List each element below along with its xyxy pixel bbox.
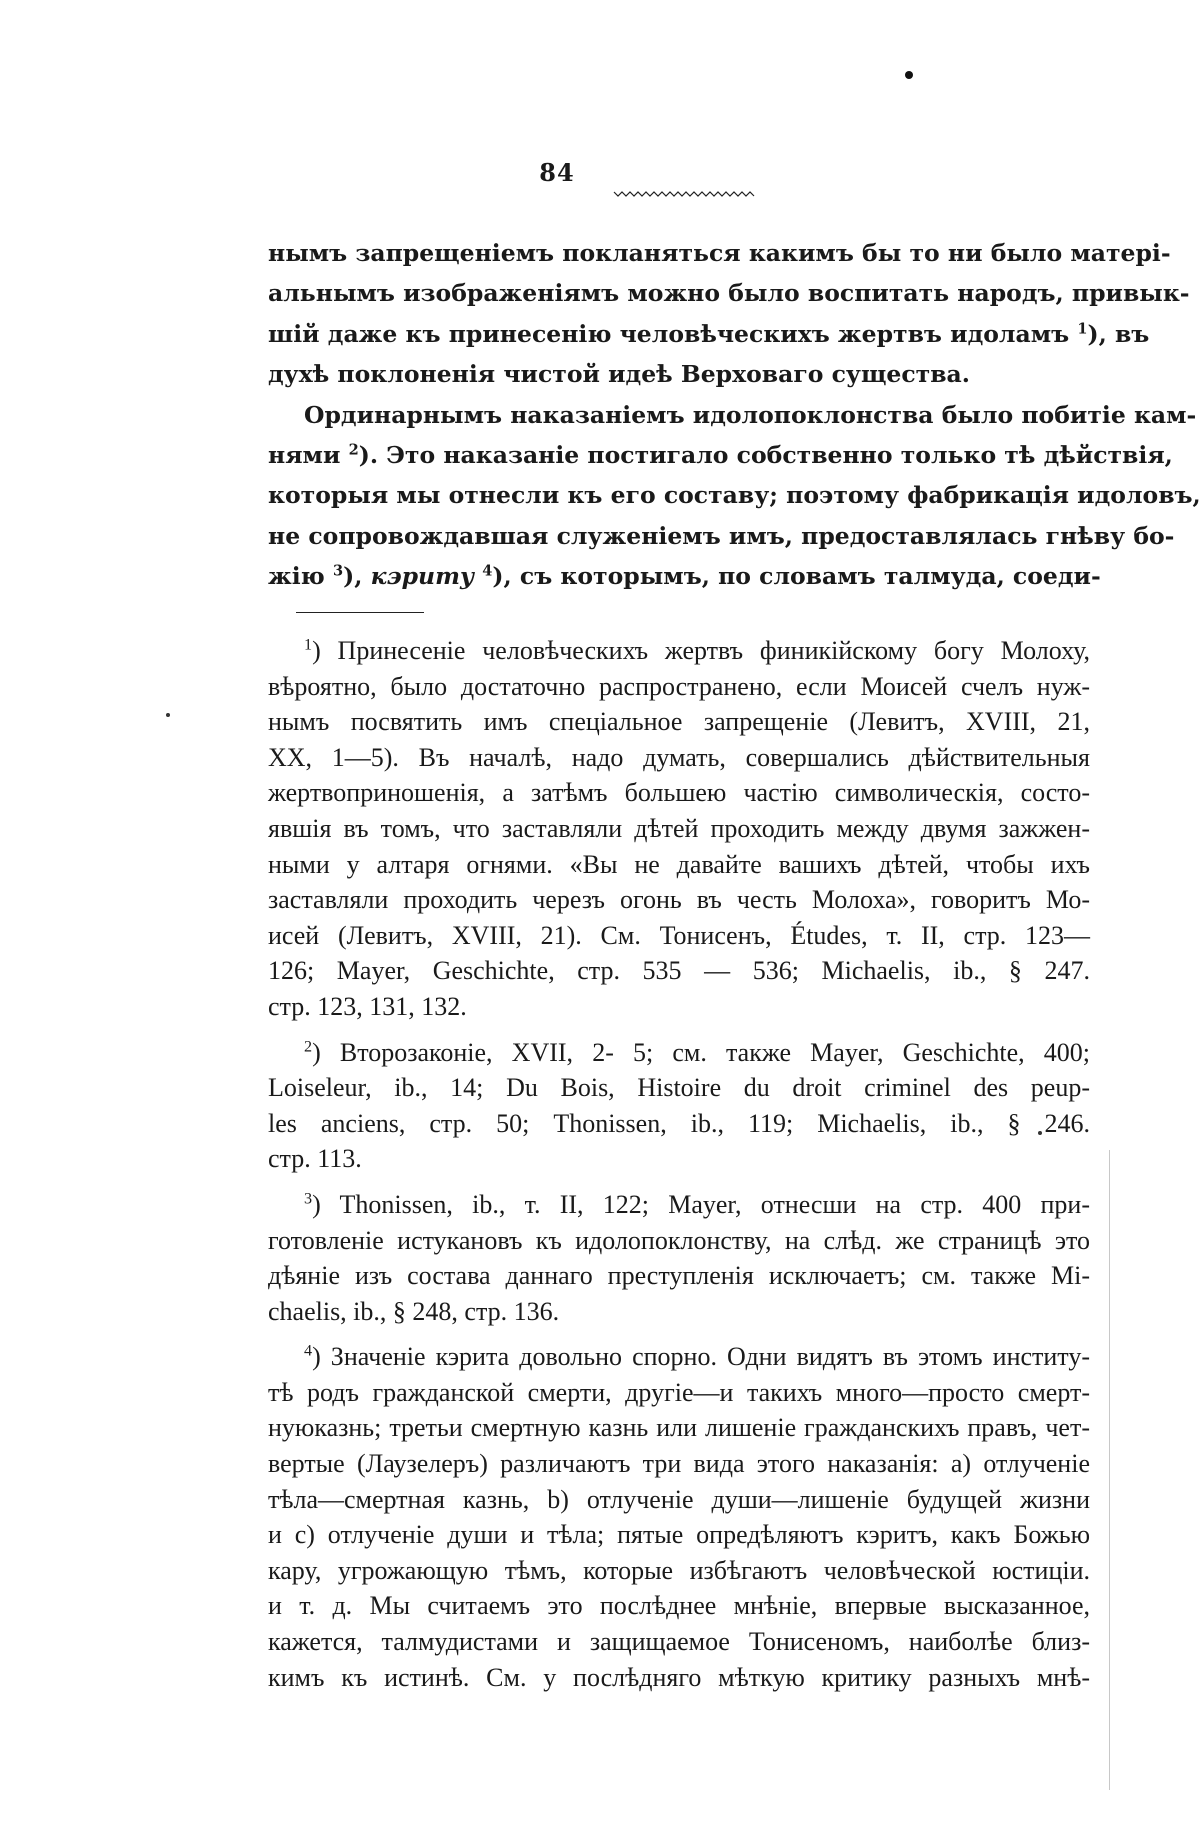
footnote-number: 1 (304, 636, 313, 654)
wavy-ornament (614, 190, 754, 198)
text-line (268, 435, 1173, 475)
footnote-line: и c) отлученіе души и тѣла; пятые опредѣляютъ кэритъ, какъ Божью (268, 1520, 1090, 1550)
text-span: ), съ которымъ, по словамъ талмуда, соеди- (492, 562, 1101, 591)
footnote-line: chaelis, ib., § 248, стр. 136. (268, 1296, 560, 1326)
text-span: шій даже къ принесенію человѣческихъ жертвъ идоламъ (268, 319, 1078, 348)
footnote-line: жертвоприношенія, а затѣмъ большею частію символическія, состо- (268, 778, 1090, 808)
footnote-line: les anciens, стр. 50; Thonissen, ib., 119; Michaelis, ib., § 246. (268, 1108, 1090, 1138)
footnote-ref: 4 (482, 562, 493, 580)
footnote-line (268, 1339, 1090, 1375)
footnote-line: исей (Левитъ, XVIII, 21). См. Тонисенъ, Études, т. II, стр. 123— (268, 920, 1090, 950)
footnote-line: ными у алтаря огнями. «Вы не давайте вашихъ дѣтей, чтобы ихъ (268, 849, 1090, 879)
footnote-line: дѣяніе изъ состава даннаго преступленія исключаетъ; см. также Mi- (268, 1261, 1090, 1291)
footnote-line: заставляли проходить черезъ огонь въ честь Молоха», говоритъ Мо- (268, 885, 1090, 915)
footnote-line: кажется, талмудистами и защищаемое Тонисеномъ, наиболѣе близ- (268, 1627, 1090, 1657)
footnote-line: явшія въ томъ, что заставляли дѣтей проходить между двумя зажжен- (268, 813, 1090, 843)
footnote-line: нымъ посвятить имъ спеціальное запрещеніе (Левитъ, XVIII, 21, (268, 707, 1090, 737)
text-span: ) Thonissen, ib., т. II, 122; Mayer, отнесши на стр. 400 при- (312, 1189, 1090, 1219)
text-span: ). Это наказаніе постигало собственно только тѣ дѣйствія, (358, 440, 1173, 469)
footnote-line: стр. 113. (268, 1144, 362, 1174)
italic-term: кэриту (370, 562, 475, 591)
footnote-line: стр. 123, 131, 132. (268, 991, 467, 1021)
text-span: жію (268, 562, 333, 591)
footnote-number: 3 (304, 1190, 313, 1208)
page-number-text: 84 (539, 158, 575, 187)
footnote-line: тѣла—смертная казнь, b) отлученіе души—лишеніе будущей жизни (268, 1484, 1090, 1514)
footnote-ref: 2 (348, 441, 359, 459)
footnote-line: кару, угрожающую тѣмъ, которые избѣгаютъ человѣческой юстиціи. (268, 1555, 1090, 1585)
footnote-line: кимъ къ истинѣ. См. у послѣдняго мѣткую критику разныхъ мнѣ- (268, 1662, 1090, 1692)
footnote-ref: 3 (332, 562, 344, 580)
footnote-line: и т. д. Мы считаемъ это послѣднее мнѣніе, впервые высказанное, (268, 1591, 1090, 1621)
text-span: ) Значеніе кэрита довольно спорно. Одни видятъ въ этомъ институ- (312, 1342, 1090, 1372)
footnotes (268, 633, 1090, 1695)
footnote-line: вертые (Лаузелеръ) различаютъ три вида этого наказанія: a) отлученіе (268, 1449, 1090, 1479)
footnote-line: тѣ родъ гражданской смерти, другіе—и такихъ много—просто смерт- (268, 1377, 1090, 1407)
footnote-line (268, 1035, 1090, 1071)
footnote-line: вѣроятно, было достаточно распространено, если Моисей счелъ нуж- (268, 671, 1090, 701)
text-span: ) Принесеніе человѣческихъ жертвъ финикійскому богу Молоху, (312, 636, 1090, 665)
text-line (268, 314, 1150, 354)
footnote-number: 2 (304, 1037, 313, 1055)
text-line: нымъ запрещеніемъ покланяться какимъ бы то ни было матері- (268, 239, 1171, 267)
page-number (0, 158, 1140, 187)
footnote-line: нуюказнь; третьи смертную казнь или лишеніе гражданскихъ правъ, чет- (268, 1413, 1090, 1443)
text-span: нями (268, 440, 349, 469)
text-span: ), (343, 562, 371, 591)
ink-dot (905, 71, 913, 79)
text-line: альнымъ изображеніямъ можно было воспитать народъ, привык- (268, 279, 1190, 308)
text-line (268, 556, 1101, 596)
footnote-number: 4 (304, 1342, 313, 1360)
text-line: которыя мы отнесли къ его составу; поэтому фабрикація идоловъ, (268, 481, 1201, 510)
footnote-line: 126; Mayer, Geschichte, стр. 535 — 536; Michaelis, ib., § 247. (268, 956, 1090, 986)
text-line: не сопровождавшая служеніемъ имъ, предоставлялась гнѣву бо- (268, 521, 1175, 550)
footnote-divider (296, 612, 424, 613)
text-line: Ординарнымъ наказаніемъ идолопоклонства было побитіе кам- (304, 400, 1197, 429)
footnote-line (268, 1187, 1090, 1223)
footnote-ref: 1 (1077, 320, 1088, 338)
text-span: ) Второзаконіе, XVII, 2- 5; см. также Mayer, Geschichte, 400; (312, 1037, 1090, 1067)
scan-edge-line (1109, 1150, 1110, 1790)
footnote-line: Loiseleur, ib., 14; Du Bois, Histoire du droit criminel des peup- (268, 1073, 1090, 1103)
text-span: ), въ (1087, 319, 1150, 348)
ink-dot (166, 713, 170, 717)
footnote-line: готовленіе истукановъ къ идолопоклонству, на слѣд. же страницѣ это (268, 1225, 1090, 1255)
footnote-line: XX, 1—5). Въ началѣ, надо думать, совершались дѣйствительныя (268, 742, 1090, 772)
text-line: духѣ поклоненія чистой идеѣ Верховаго существа. (268, 360, 970, 389)
main-body-text (268, 233, 1201, 597)
footnote-line (268, 633, 1090, 669)
